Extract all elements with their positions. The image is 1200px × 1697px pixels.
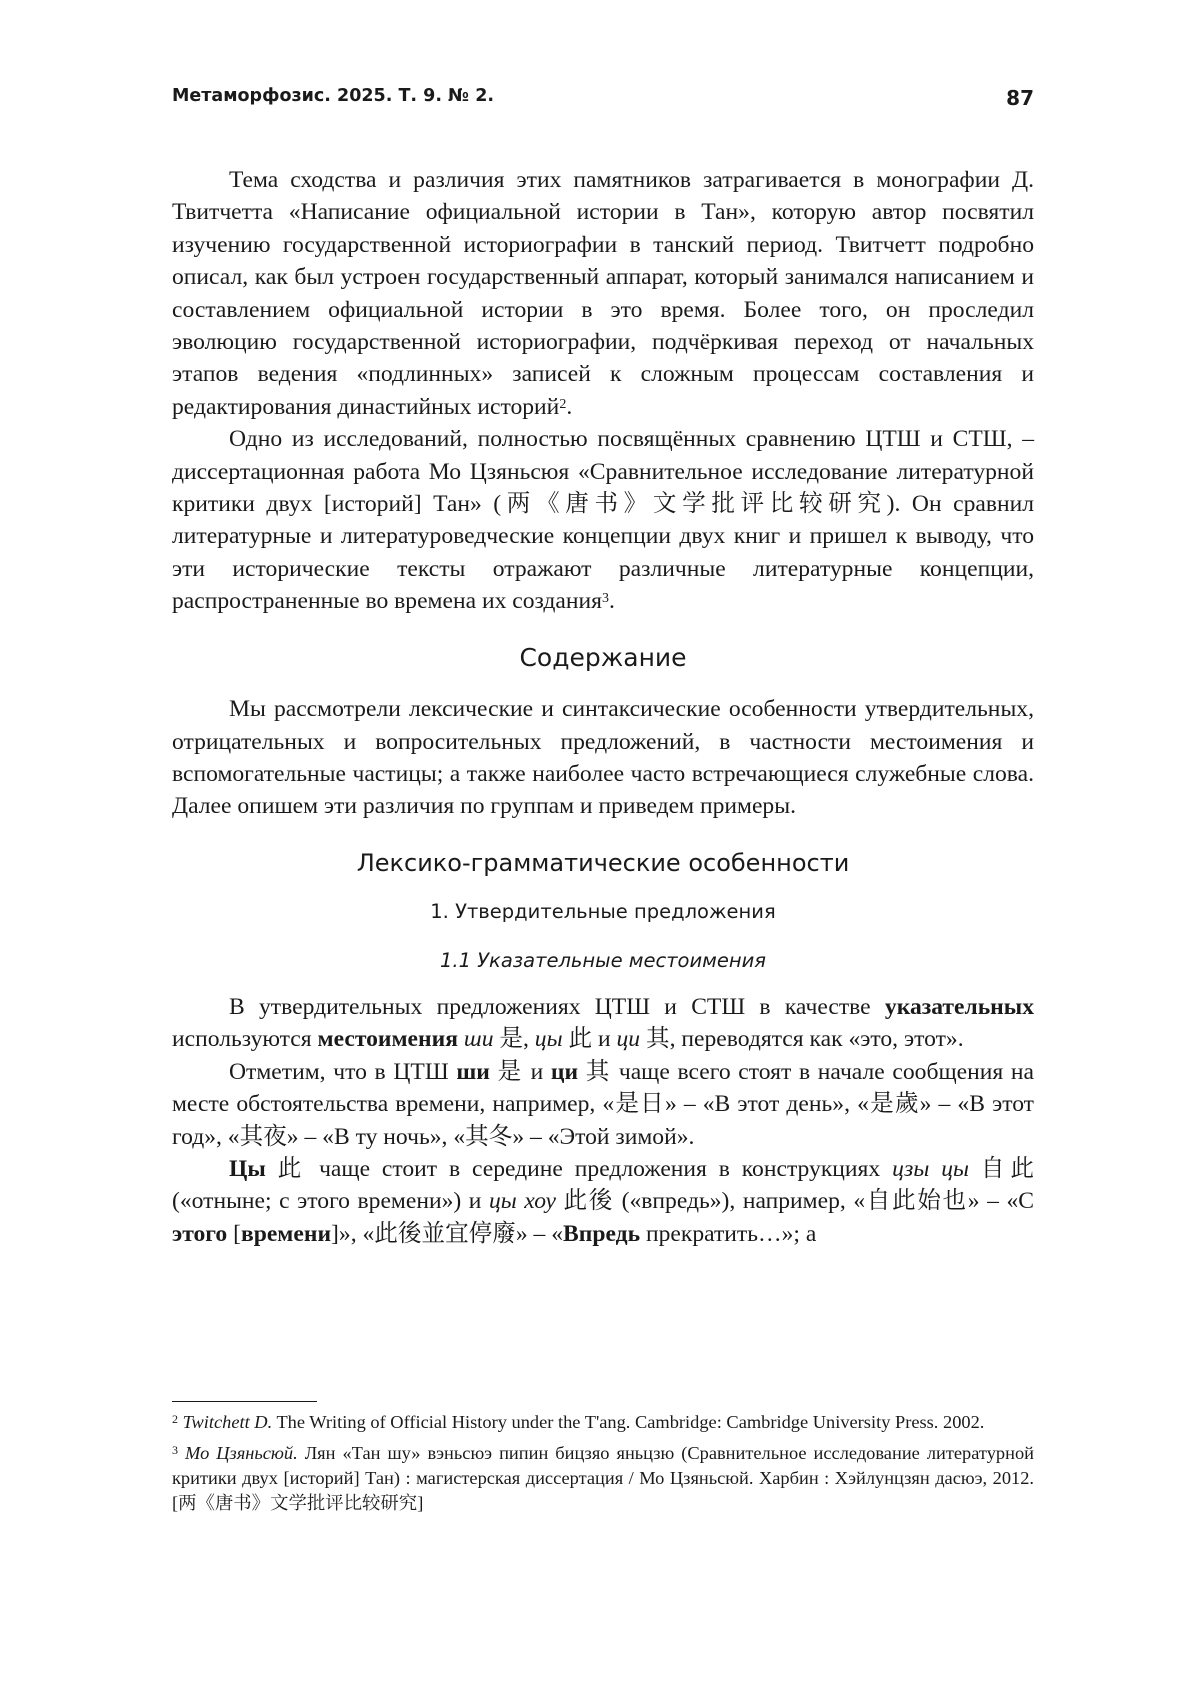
footnote-text: The Writing of Official History under the T'ang. Cambridge: Cambridge University Press. 2002. [272, 1412, 984, 1432]
footnotes [172, 1410, 1034, 1522]
text-run: 此 и [563, 1026, 617, 1052]
paragraph-demonstratives [172, 991, 1034, 1056]
text-run: 此 чаще стоит в середине предложения в конструкциях [266, 1156, 892, 1182]
footnote-3 [172, 1441, 1034, 1516]
bold-term: Цы [229, 1156, 266, 1182]
page-number: 87 [1006, 86, 1034, 110]
bold-term: времени [241, 1221, 331, 1247]
text-run: 此後 («впредь»), например, «自此始也» – «С [556, 1188, 1034, 1214]
paragraph-ci [172, 1153, 1034, 1250]
text-run: прекратить…»; а [640, 1221, 816, 1247]
bold-term: местоимения [318, 1026, 458, 1052]
italic-term: цы хоу [489, 1188, 556, 1214]
italic-term: цы [535, 1026, 563, 1052]
text-run: используются [172, 1026, 318, 1052]
bold-term: ши [456, 1059, 490, 1085]
footnote-author: Twitchett D. [183, 1412, 273, 1432]
text-run: [ [227, 1221, 241, 1247]
text-run: ]», «此後並宜停廢» – « [331, 1221, 563, 1247]
text-run: 是, [494, 1026, 535, 1052]
journal-citation: Метаморфозис. 2025. Т. 9. № 2. [172, 86, 494, 106]
text-run: В утвердительных предложениях ЦТШ и СТШ в качестве [229, 994, 885, 1020]
footnote-ref-2[interactable]: 2 [559, 397, 566, 412]
paragraph-text: Тема сходства и различия этих памятников затрагивается в монографии Д. Твитчетта «Написание официальной истории в Тан», которую автор посвятил изучению государственной историографии в танский период. Твитчетт подробно описал, как был устроен государственный аппарат, который занимался написанием и составлением официальной истории в это время. Более того, он проследил эволюцию государственной историографии, подчёркивая переход от начальных этапов ведения «подлинных» записей к сложным процессам составления и редактирования династийных историй [172, 167, 1034, 420]
italic-term: цзы цы [892, 1156, 969, 1182]
paragraph-mo-jianxu [172, 423, 1034, 617]
footnote-number: 2 [172, 1412, 178, 1426]
paragraph-end: . [609, 588, 615, 614]
paragraph-twitchett [172, 164, 1034, 423]
bold-term: Впредь [563, 1221, 640, 1247]
footnote-text: Лян «Тан шу» вэньсюэ пипин бицзяо яньцзю (Сравнительное исследование литературной критики двух [историй] Тан) : магистерская диссертация / Мо Цзяньсюй. Харбин : Хэйлунцзян дасюэ, 2012. [两《唐书》文学批评比较研究] [172, 1443, 1034, 1513]
text-run: 自此 («отныне; с этого времени») и [172, 1156, 1034, 1214]
bold-term: этого [172, 1221, 227, 1247]
footnote-2 [172, 1410, 1034, 1435]
text-run: 其, переводятся как «это, этот». [640, 1026, 964, 1052]
footnote-divider [172, 1401, 317, 1402]
footnote-author: Мо Цзяньсюй. [185, 1443, 298, 1463]
footnote-number: 3 [172, 1443, 178, 1457]
bold-term: указательных [885, 994, 1034, 1020]
text-run: 是 и [490, 1059, 551, 1085]
running-header [172, 86, 1034, 120]
italic-term: ци [617, 1026, 641, 1052]
bold-term: ци [551, 1059, 578, 1085]
subsection-heading-demonstratives: 1.1 Указательные местоимения [172, 941, 1034, 991]
subsection-heading-affirmative: 1. Утвердительные предложения [172, 892, 1034, 940]
section-heading-lexico: Лексико-грамматические особенности [172, 823, 1034, 892]
paragraph-text: Одно из исследований, полностью посвящённых сравнению ЦТШ и СТШ, – диссертационная работа Мо Цзяньсюя «Сравнительное исследование литературной критики двух [историй] Тан» (两《唐书》文学批评比较研究). Он сравнил литературные и литературоведческие концепции двух книг и пришел к выводу, что эти исторические тексты отражают различные литературные концепции, распространенные во времена их создания [172, 426, 1034, 614]
document-page [0, 0, 1200, 1697]
italic-term: ши [464, 1026, 494, 1052]
text-run: Отметим, что в ЦТШ [229, 1059, 456, 1085]
footnote-ref-3[interactable]: 3 [602, 591, 609, 606]
paragraph-shi-qi [172, 1056, 1034, 1153]
text-run: 其 чаще всего стоят в начале сообщения на месте обстоятельства времени, например, «是日» – «В этот день», «是歲» – «В этот год», «其夜» – «В ту ночь», «其冬» – «Этой зимой». [172, 1059, 1034, 1150]
paragraph-end: . [566, 394, 572, 420]
paragraph-content-summary: Мы рассмотрели лексические и синтаксические особенности утвердительных, отрицательных и вопросительных предложений, в частности местоимения и вспомогательные частицы; а также наиболее часто встречающиеся служебные слова. Далее опишем эти различия по группам и приведем примеры. [172, 693, 1034, 823]
section-heading-content: Содержание [172, 618, 1034, 693]
main-text [172, 164, 1034, 1250]
